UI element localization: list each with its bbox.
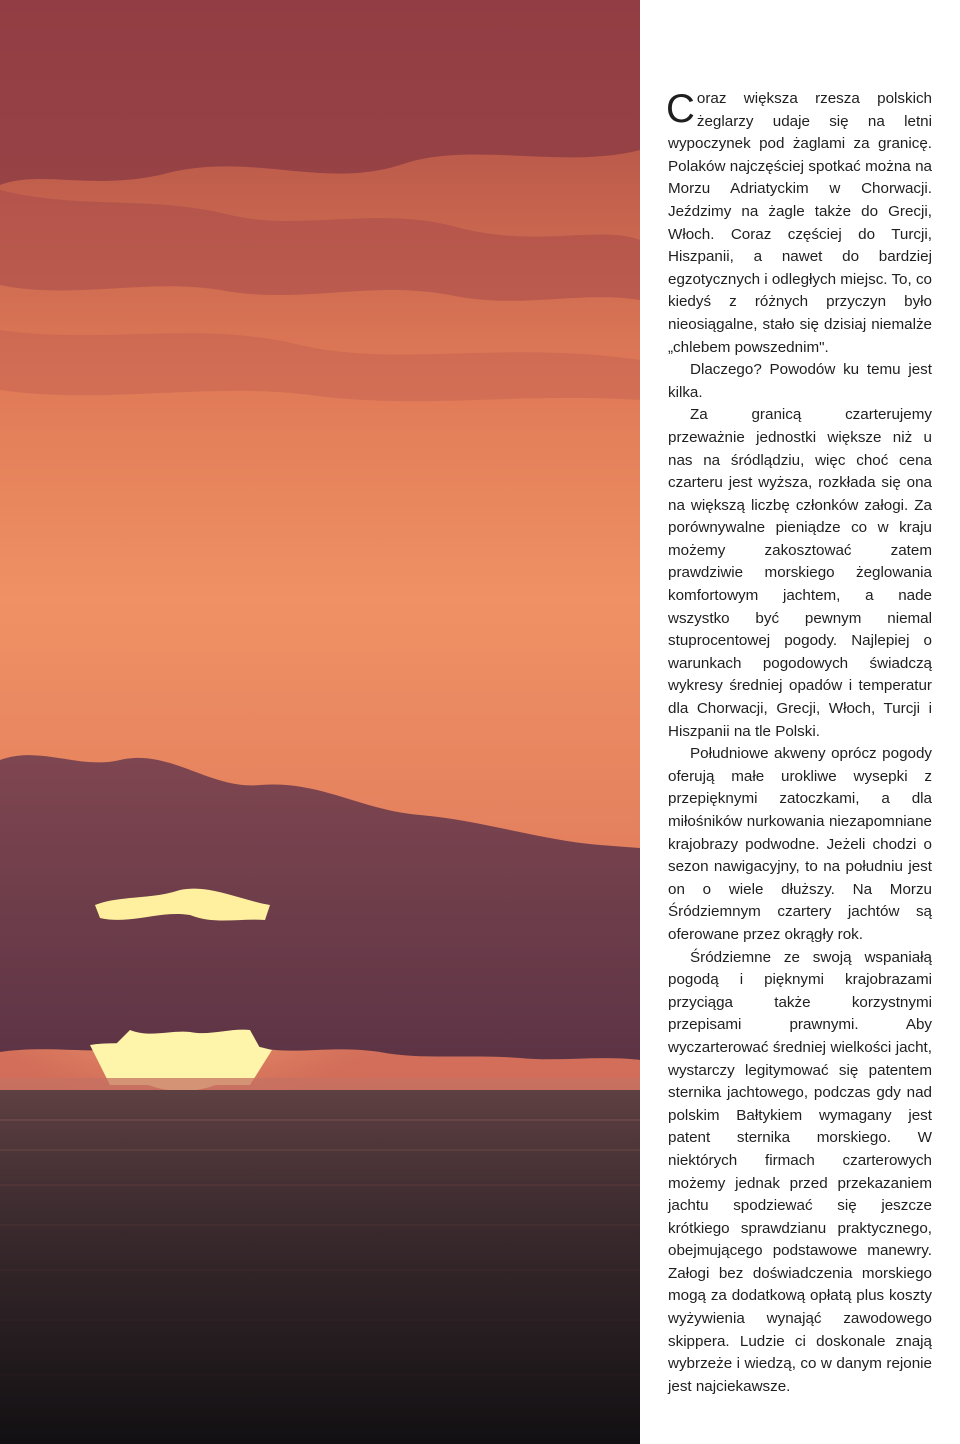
paragraph-regulations: Śródziemne ze swoją wspaniałą pogodą i pięknymi krajobrazami przyciąga także korzystnymi przepisami prawnymi. Aby wyczarterować średniej wielkości jacht, wystarczy legitymować się patentem sternika jachtowego, podczas gdy nad polskim Bałtykiem wymagany jest patent sternika morskiego. W niektórych firmach czarterowych możemy jednak przed przekazaniem jachtu spodziewać się jeszcze krótkiego sprawdzianu praktycznego, obejmującego podstawowe manewry. Załogi bez doświadczenia morskiego mogą za dodatkową opłatą plus koszty wyżywienia wynająć zawodowego skippera. Ludzie ci doskonale znają wybrzeże i wiedzą, co w danym rejonie jest najciekawsze. [668,948,932,1395]
paragraph-text: oraz większa rzesza polskich żeglarzy udaje się na letni wypoczynek pod żaglami za granicę. Polaków najczęściej spotkać można na Morzu Adriatyckim w Chorwacji. Jeździmy na żagle także do Grecji, Włoch. Coraz częściej do Turcji, Hiszpanii, a nawet do bardziej egzotycznych i odległych miejsc. To, co kiedyś z różnych przyczyn było nieosiągalne, stało się dzisiaj niemalże „chlebem powszednim". [668,90,932,356]
paragraph-intro [668,88,932,359]
article-column [668,88,932,1398]
sea [0,1090,640,1444]
horizon-glow [0,1078,640,1092]
paragraph-why: Dlaczego? Powodów ku temu jest kilka. [668,361,932,401]
paragraph-southern-waters: Południowe akweny oprócz pogody oferują małe urokliwe wysepki z przepięknymi zatoczkami, a dla miłośników nurkowania niezapomniane krajobrazy podwodne. Jeżeli chodzi o sezon nawigacyjny, to na południu jest on o wiele dłuższy. Na Morzu Śródziemnym czartery jachtów są oferowane przez okrągły rok. [668,745,932,943]
paragraph-charter-costs: Za granicą czarterujemy przeważnie jednostki większe niż u nas na śródlądziu, więc choć cena czarteru jest wyższa, rozkłada się ona na większą liczbę członków załogi. Za porównywalne pieniądze co w kraju możemy zakosztować zatem prawdziwie morskiego żeglowania komfortowym jachtem, a nade wszystko być pewnym niemal stuprocentowej pogody. Najlepiej o warunkach pogodowych świadczą wykresy średniej opadów i temperatur dla Chorwacji, Grecji, Włoch, Turcji i Hiszpanii na tle Polski. [668,406,932,740]
drop-cap: C [666,87,695,131]
